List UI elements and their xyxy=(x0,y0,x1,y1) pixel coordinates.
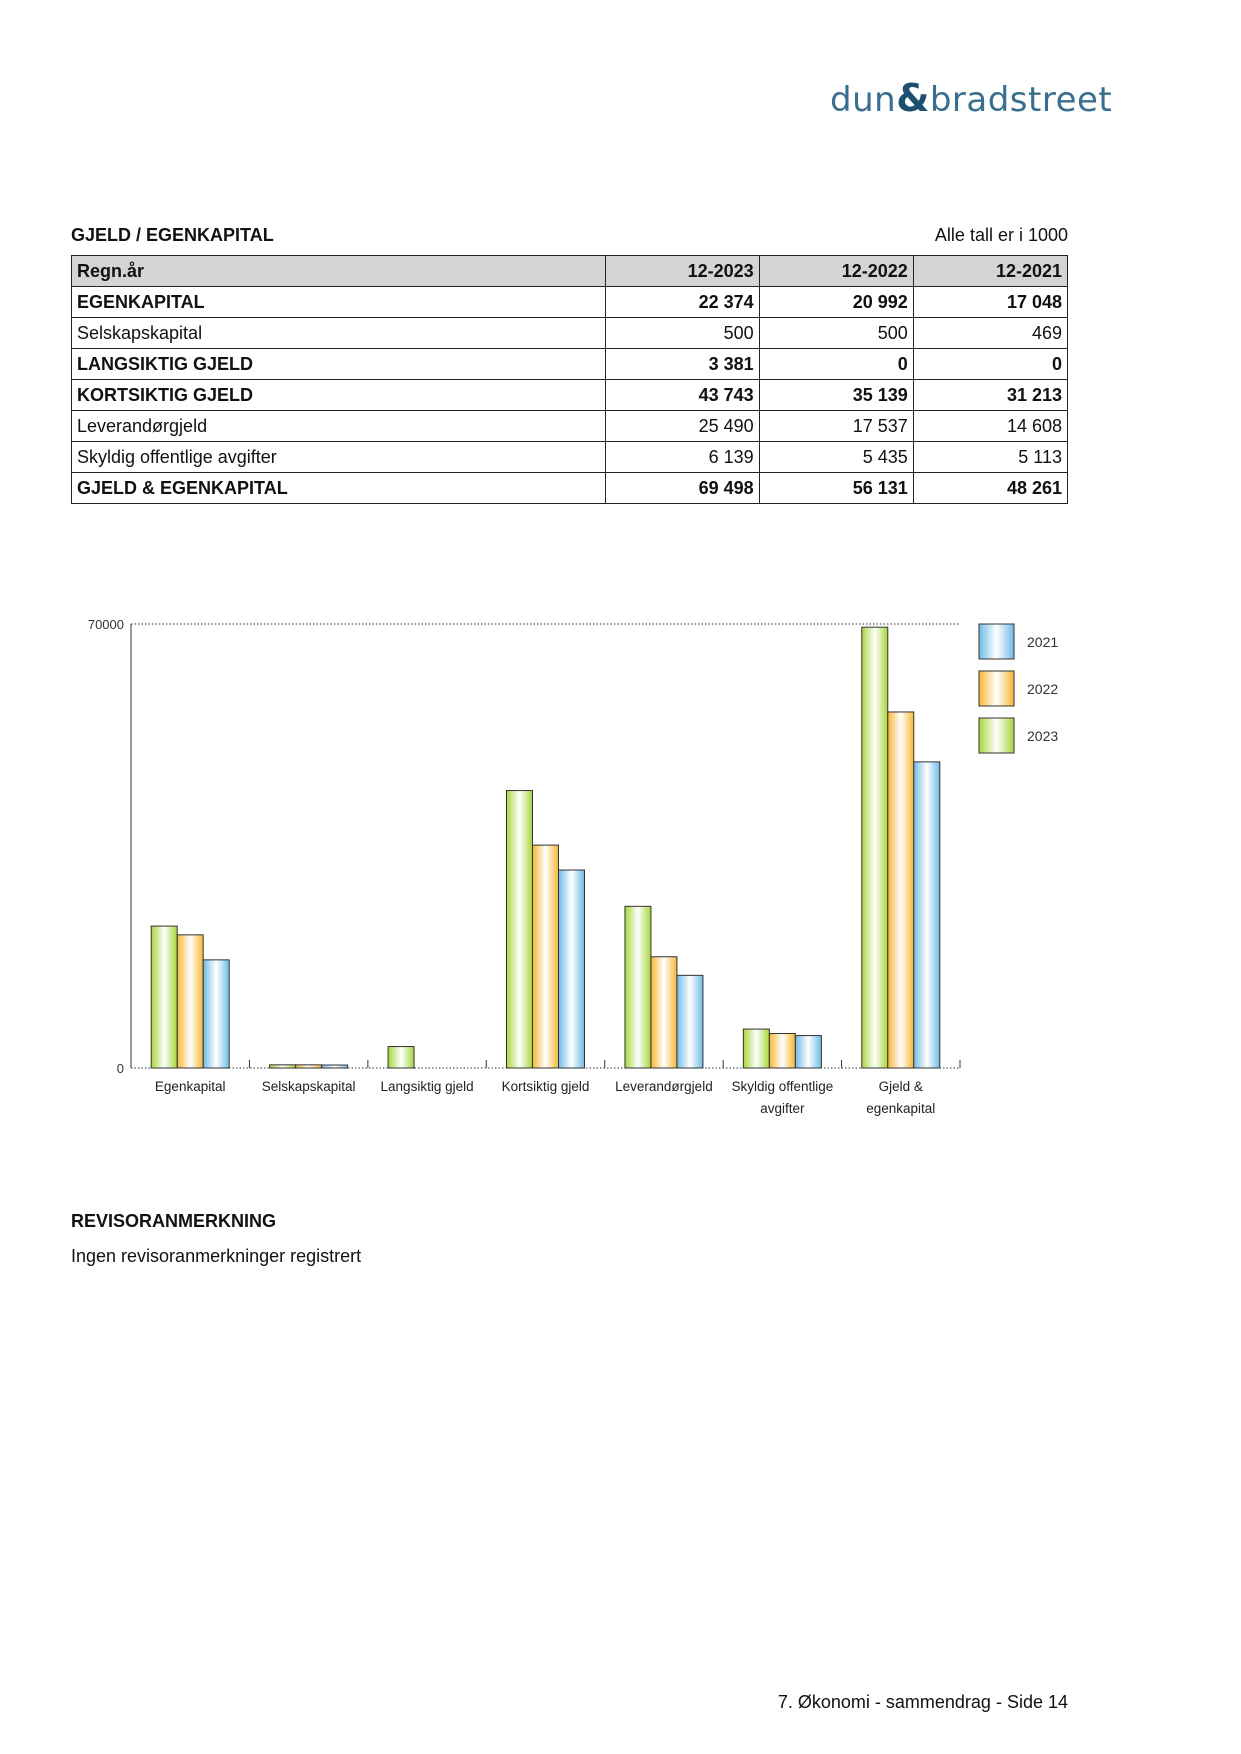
header-2023: 12-2023 xyxy=(605,256,759,287)
bar-2021 xyxy=(795,1036,821,1068)
row-value: 0 xyxy=(759,349,913,380)
header-2022: 12-2022 xyxy=(759,256,913,287)
row-value: 17 048 xyxy=(913,287,1067,318)
x-category-label: Skyldig offentlige xyxy=(731,1079,834,1094)
logo-text-dun: dun xyxy=(830,80,897,120)
row-value: 31 213 xyxy=(913,380,1067,411)
bar-2022 xyxy=(651,957,677,1068)
bar-2023 xyxy=(862,627,888,1068)
legend-label: 2021 xyxy=(1027,634,1059,650)
x-category-label: egenkapital xyxy=(866,1101,936,1116)
legend-swatch-2023 xyxy=(979,718,1014,753)
header-year-label: Regn.år xyxy=(72,256,606,287)
legend-label: 2023 xyxy=(1027,728,1059,744)
bar-2022 xyxy=(177,935,203,1068)
row-value: 69 498 xyxy=(605,473,759,504)
bar-2023 xyxy=(388,1047,414,1068)
bar-2021 xyxy=(914,762,940,1068)
page-footer: 7. Økonomi - sammendrag - Side 14 xyxy=(777,1692,1068,1712)
bar-2021 xyxy=(322,1065,348,1068)
row-value: 0 xyxy=(913,349,1067,380)
x-category-label: Egenkapital xyxy=(154,1079,226,1094)
row-label: Skyldig offentlige avgifter xyxy=(72,442,606,473)
bar-2021 xyxy=(203,960,229,1068)
logo-ampersand: & xyxy=(896,76,930,120)
row-value: 25 490 xyxy=(605,411,759,442)
logo-text-bradstreet: bradstreet xyxy=(929,80,1113,120)
row-value: 17 537 xyxy=(759,411,913,442)
row-value: 5 435 xyxy=(759,442,913,473)
legend-swatch-2022 xyxy=(979,671,1014,706)
x-category-label: Gjeld & xyxy=(878,1079,923,1094)
row-value: 56 131 xyxy=(759,473,913,504)
x-category-label: Leverandørgjeld xyxy=(615,1079,713,1094)
row-value: 500 xyxy=(605,318,759,349)
row-value: 3 381 xyxy=(605,349,759,380)
remark-text: Ingen revisoranmerkninger registrert xyxy=(71,1246,362,1266)
bar-2022 xyxy=(533,845,559,1068)
row-label: Leverandørgjeld xyxy=(72,411,606,442)
row-value: 20 992 xyxy=(759,287,913,318)
x-category-label: Langsiktig gjeld xyxy=(380,1079,474,1094)
bar-2023 xyxy=(270,1065,296,1068)
row-label: LANGSIKTIG GJELD xyxy=(72,349,606,380)
bar-2022 xyxy=(769,1034,795,1068)
bar-2023 xyxy=(743,1029,769,1068)
x-category-label: Selskapskapital xyxy=(261,1079,356,1094)
y-tick-label: 0 xyxy=(116,1061,124,1076)
row-value: 43 743 xyxy=(605,380,759,411)
y-tick-label: 70000 xyxy=(87,617,124,632)
x-category-label: avgifter xyxy=(760,1101,805,1116)
row-value: 35 139 xyxy=(759,380,913,411)
bar-2021 xyxy=(559,870,585,1068)
row-value: 22 374 xyxy=(605,287,759,318)
row-value: 5 113 xyxy=(913,442,1067,473)
row-value: 469 xyxy=(913,318,1067,349)
legend-swatch-2021 xyxy=(979,624,1014,659)
row-value: 500 xyxy=(759,318,913,349)
row-label: EGENKAPITAL xyxy=(72,287,606,318)
row-value: 6 139 xyxy=(605,442,759,473)
bar-2022 xyxy=(888,712,914,1068)
row-label: Selskapskapital xyxy=(72,318,606,349)
legend-label: 2022 xyxy=(1027,681,1059,697)
bar-2023 xyxy=(151,926,177,1068)
row-value: 48 261 xyxy=(913,473,1067,504)
remark-title: REVISORANMERKNING xyxy=(71,1211,277,1231)
header-2021: 12-2021 xyxy=(913,256,1067,287)
row-label: GJELD & EGENKAPITAL xyxy=(72,473,606,504)
row-label: KORTSIKTIG GJELD xyxy=(72,380,606,411)
bar-2023 xyxy=(507,791,533,1068)
bar-2022 xyxy=(296,1065,322,1068)
section-title: GJELD / EGENKAPITAL xyxy=(71,225,274,245)
units-note: Alle tall er i 1000 xyxy=(934,225,1068,245)
x-category-label: Kortsiktig gjeld xyxy=(501,1079,590,1094)
bar-2023 xyxy=(625,906,651,1068)
bar-2021 xyxy=(677,975,703,1068)
row-value: 14 608 xyxy=(913,411,1067,442)
